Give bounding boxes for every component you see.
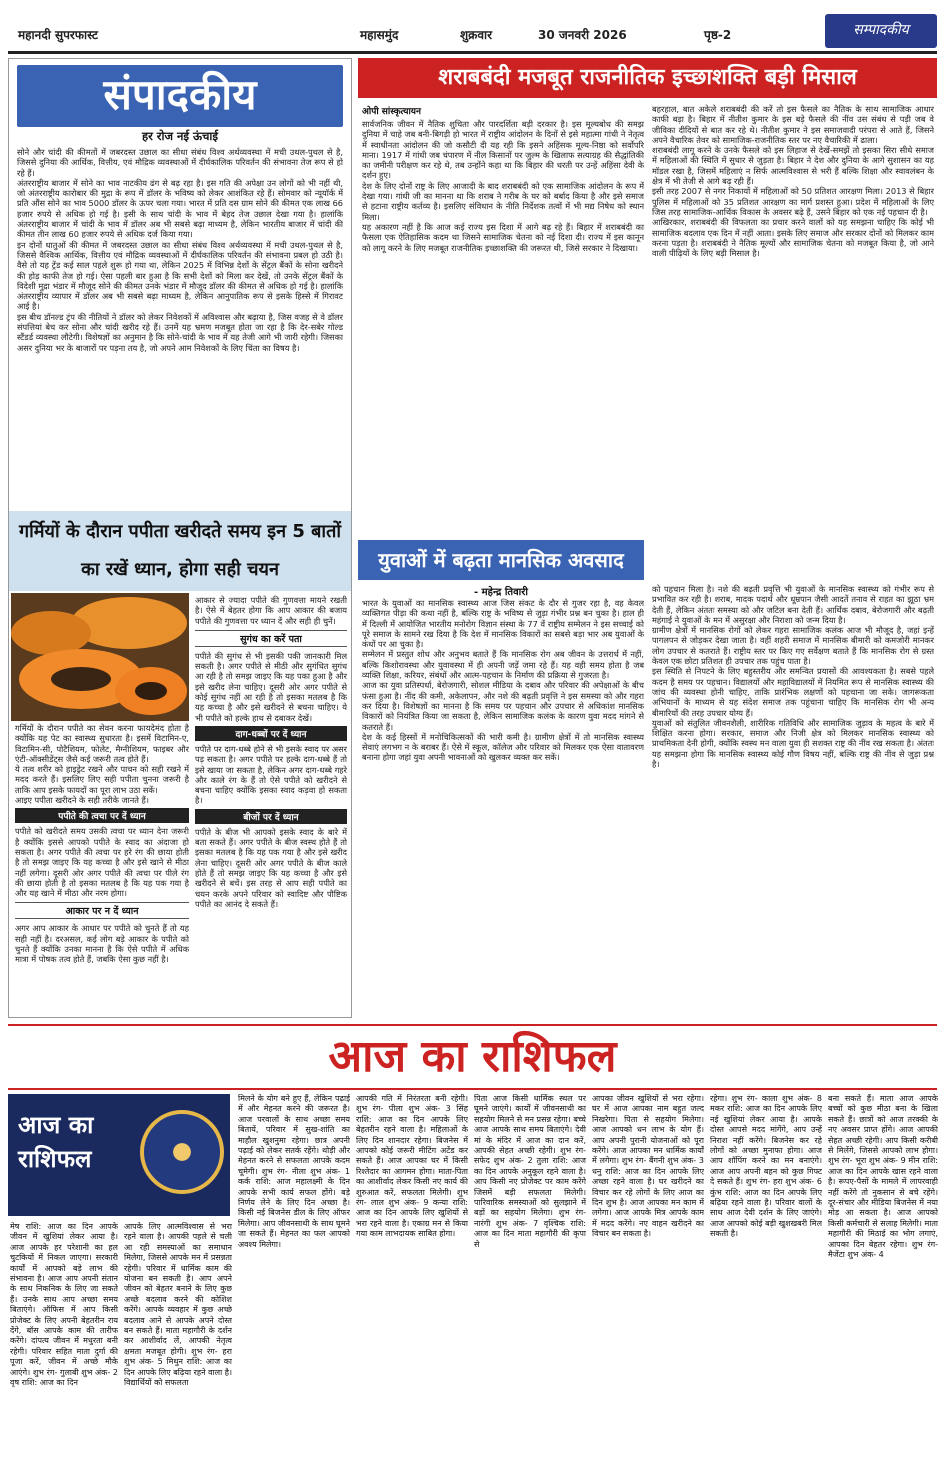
editorial-title: संपादकीय [17,65,343,127]
papaya-headline: गर्मियों के दौरान पपीता खरीदते समय इन 5 बातों का रखें ध्यान, होगा सही चयन [9,511,351,591]
prohibition-paragraph: देश के लिए दोनों राष्ट्र के लिए आजादी के बाद शराबबंदी को एक सामाजिक आंदोलन के रूप में देखा गया। गांधी जी का मानना था कि शराब ने गरीब के घर को बर्बाद किया है और इसे समाज से हटाना राष्ट्रीय कर्तव्य है। इसलिए संविधान के नीति निर्देशक तत्वों में भी मद्य निषेध को स्थान मिला। [362,180,644,222]
papaya-paragraph: गर्मियों के दौरान पपीते का सेवन करना फायदेमंद होता है क्योंकि यह पेट का स्वास्थ्य सुधारता है। इसमें विटामिन-ए, विटामिन-सी, पोटैशियम, फोलेट, मैग्नीशियम, फाइबर और एंटी-ऑक्सीडेंट्स जैसे कई जरूरी तत्व होते हैं। [15,723,189,764]
editorial-paragraph: इन दोनों धातुओं की कीमत में जबरदस्त उछाल का सीधा संबंध विश्व अर्थव्यवस्था में मची उथल-पुथल से है, जिससे वैश्विक आर्थिक, वित्तीय एवं मौद्रिक व्यवस्थाओं में दीर्घकालिक परिवर्तन की संभावना प्रबल हो उठी है। वैसे तो यह ट्रेंड कई साल पहले शुरू हो गया था, लेकिन 2025 में विभिन्न देशों के सेंट्रल बैंकों के सोना खरीदने की होड़ काफी तेज हो गई। ऐसा पहली बार हुआ है कि सभी देशों को मिला कर देखें, तो उनके सेंट्रल बैंकों के विदेशी मुद्रा भंडार में मौजूद सोने की कीमत उनके भंडार में मौजूद डॉलर की कीमत से अधिक हो गई है। हालांकि अंतरराष्ट्रीय व्यापार में डॉलर अब भी सबसे बढ़ा माध्यम है, लेकिन आनुपातिक रूप से इसके हिस्से में गिरावट आई है। [17,239,343,312]
prohibition-paragraph: शराबबंदी लागू करने के उनके फैसले को इस लिहाज से देखें-समझें तो इसका सिरा सीधे समाज में महिलाओं की स्थिति में सुधार से जुड़ता है। बिहार ने देश और दुनिया के आगे सुशासन का यह मॉडल रखा है, जिसमें महिलाएं न सिर्फ आत्मविश्वास से भरी हैं बल्कि शिक्षा और स्वावलंबन के क्षेत्र में भी तेजी से आगे बढ़ रही हैं। [652,145,934,187]
papaya-section-text: पपीते के बीज भी आपको इसके स्वाद के बारे में बता सकते हैं। अगर पपीते के बीज स्वस्थ होते हैं तो इसका मतलब है कि यह पक गया है और इसे खरीद लेना चाहिए। दूसरी ओर अगर पपीते के बीज काले होते हैं तो समझ जाइए कि यह कच्चा है और इसे खरीदने से बचें। इस तरह से आप सही पपीते का चयन करके अपने परिवार को स्वादिष्ट और पौष्टिक पपीते का आनंद दे सकते हैं। [195,826,347,909]
depression-paragraph: आज का युवा प्रतिस्पर्धा, बेरोजगारी, सोशल मीडिया के दबाव और परिवार की अपेक्षाओं के बीच फंसा हुआ है। नींद की कमी, अकेलापन, और नशे की बढ़ती प्रवृत्ति ने इस समस्या को और गहरा कर दिया है। विशेषज्ञों का मानना है कि समय पर पहचान और उपचार से अधिकांश मानसिक विकारों को नियंत्रित किया जा सकता है, लेकिन सामाजिक कलंक के कारण युवा मदद मांगने से कतराते हैं। [362,680,644,732]
prohibition-paragraph: इसी तरह 2007 से नगर निकायों में महिलाओं को 50 प्रतिशत आरक्षण मिला। 2013 से बिहार पुलिस में महिलाओं को 35 प्रतिशत आरक्षण का मार्ग प्रशस्त हुआ। प्रदेश में महिलाओं के लिए जिस तरह सामाजिक-आर्थिक विकास के अवसर बढ़े हैं, उसने बिहार को एक नई पहचान दी है। [652,186,934,217]
papaya-right-text [195,595,347,1013]
horoscope-column: मिलने के योग बने हुए हैं, लेकिन पढ़ाई में और मेहनत करने की जरूरत है। आज परवालों के साथ अच्छा समय बितायें, परिवार में सुख-शांति का माहौल खुशनुमा रहेगा। छात्र अपनी पढ़ाई को लेकर सतर्क रहेंगे। थोड़ी और मेहनत करने से सफलता आपके कदम चूमेगी। शुभ रंग- नीला शुभ अंक- 1 कर्क राशि: आज महालक्ष्मी के दिन आपके सभी कार्य सफल होंगे। बड़े निर्णय लेने के लिए दिन अच्छा है। किसी नई बिजनेस डील के लिए ऑफर मिलेगा। आप जीवनसाथी के साथ घूमने जा सकते हैं। मेहनत का फल आपको अवश्य मिलेगा। [238,1094,350,1249]
depression-paragraph: सम्मेलन में प्रस्तुत शोध और अनुभव बताते हैं कि मानसिक रोग अब जीवन के उत्तरार्ध में नहीं, बल्कि किशोरावस्था और युवावस्था में ही अपनी जड़ें जमा रहे हैं। यह वही समय होता है जब व्यक्ति शिक्षा, करियर, संबंधों और आत्म-पहचान के निर्माण की प्रक्रिया से गुजरता है। [362,649,644,681]
papaya-paragraph: ये तत्व शरीर को हाइड्रेट रखने और पाचन को सही रखने में मदद करते हैं। इसलिए लिए सही पपीता चुनना जरूरी है ताकि आप इसके फायदों का पूरा लाभ उठा सकें। [15,764,189,795]
papaya-section-text: पपीते को खरीदते समय उसकी त्वचा पर ध्यान देना जरूरी है क्योंकि इससे आपको पपीते के स्वाद का अंदाजा हो सकता है। अगर पपीते की त्वचा पर हरे रंग की छाया होती है तो समझ जाइए कि यह कच्चा है और इसे खाने से मीठा नहीं लगेगा। दूसरी ओर अगर पपीते की त्वचा पर पीले रंग की छाया होती है तो इसका मतलब है कि यह पक गया है और यह खाने में मीठा और नरम होगा। [15,826,189,899]
papaya-section-title: दाग-धब्बों पर दें ध्यान [195,726,347,741]
papaya-section-text: पपीते पर दाग-धब्बे होने से भी इसके स्वाद पर असर पड़ सकता है। अगर पपीते पर हल्के दाग-धब्बे हैं तो इसे खाया जा सकता है, लेकिन अगर दाग-धब्बे गहरे और काले रंग के हैं तो ऐसे पपीते को खरीदने से बचना चाहिए क्योंकि इसका स्वाद कड़वा हो सकता है। [195,743,347,806]
papaya-paragraph: आइए पपीता खरीदने के सही तरीके जानते हैं। [15,795,149,806]
editorial-subtitle: हर रोज नई ऊंचाई [141,129,219,143]
day-name: शुक्रवार [460,28,493,42]
prohibition-paragraph: सार्वजनिक जीवन में नैतिक शुचिता और पारदर्शिता बड़ी दरकार है। इस मूल्यबोध की समझ दुनिया में चाहे जब बनी-बिगड़ी हो भारत में राष्ट्रीय आंदोलन के दिनों से इसे महात्मा गांधी ने नेतृत्व में स्वाधीनता आंदोलन की जो कसौटी दी यह रही कि इसने अहिंसक मूल्य-निष्ठा को सर्वोपरि माना। 1917 में गांधी जब चंपारण में नील किसानों पर जुल्म के खिलाफ सत्याग्रह की सैद्धांतिकी का जमीनी परीक्षण कर रहे थे, तब उन्होंने कहा था कि बिहार की धरती पर उन्हें अहिंसा देवी के दर्शन हुए। [362,119,644,181]
issue-date: 30 जनवरी 2026 [538,28,627,42]
prohibition-byline: ओपी सांस्कृत्यायन [362,107,421,117]
prohibition-headline: शराबबंदी मजबूत राजनीतिक इच्छाशक्ति बड़ी मिसाल [358,58,937,98]
papaya-section-text: पपीते की सुगंध से भी इसकी पकी जानकारी मिल सकती है। अगर पपीते से मीठी और सुगंधित सुगंध आ रही है तो समझ जाइए कि यह पका हुआ है और इसे खरीद लेना चाहिए। दूसरी ओर अगर पपीते से कोई सुगंध नहीं आ रही है तो इसका मतलब है कि यह कच्चा है और इसे खरीदने से बचना चाहिए। ये भी पपीते को हल्के हाथ से दबाकर देखें। [195,650,347,723]
depression-paragraph: इस स्थिति से निपटने के लिए बहुस्तरीय और समन्वित प्रयासों की आवश्यकता है। सबसे पहले कदम है समय पर पहचान। विद्यालयों और महाविद्यालयों में नियमित रूप से मानसिक स्वास्थ्य की जांच की व्यवस्था होनी चाहिए, ताकि प्रारंभिक लक्षणों को पहचाना जा सके। जागरूकता अभियानों के माध्यम से यह संदेश समाज तक पहुंचाना चाहिए कि मानसिक रोग भी अन्य बीमारियों की तरह उपचार योग्य हैं। [652,666,934,718]
papaya-section-title: सुगंध का करें पता [195,630,347,647]
horoscope-image-text [18,1108,93,1176]
depression-paragraph: देश के कई हिस्सों में मनोचिकित्सकों की भारी कमी है। ग्रामीण क्षेत्रों में तो मानसिक स्वास्थ्य सेवाएं लगभग न के बराबर हैं। ऐसे में स्कूल, कॉलेज और परिवार को मिलकर एक ऐसा वातावरण बनाना होगा जहां युवा अपनी भावनाओं को खुलकर व्यक्त कर सकें। [362,731,644,763]
depression-paragraph: भारत के युवाओं का मानसिक स्वास्थ्य आज जिस संकट के दौर से गुजर रहा है, वह केवल व्यक्तिगत पीड़ा की कथा नहीं है, बल्कि राष्ट्र के भविष्य से जुड़ा गंभीर प्रश्न बन चुका है। हाल ही में दिल्ली में आयोजित भारतीय मनोरोग विज्ञान संस्था के 77 वें राष्ट्रीय सम्मेलन ने इस सच्चाई को पूरे समाज के सामने रख दिया है कि देश में मानसिक विकारों का सबसे बड़ा भार अब युवाओं के कंधों पर आ चुका है। [362,598,644,650]
papaya-left-text [15,723,189,1013]
papaya-section-title: आकार पर न दें ध्यान [15,902,189,919]
section-logo: सम्पादकीय [825,14,937,48]
editorial-paragraph: इस बीच डॉनल्ड ट्रंप की नीतियों ने डॉलर को लेकर निवेशकों में अविश्वास और बढ़ाया है, जिस वजह से वे डॉलर संपत्तियां बेच कर सोना और चांदी खरीद रहे हैं। उनमें यह भ्रमण मजबूत होता जा रहा है कि देर-सबेर गोल्ड स्टैंडर्ड व्यवस्था लौटेगी। विशेषज्ञों का अनुमान है कि सोने-चांदी के भाव में यह तेजी आगे भी जारी रहेगी। जिसका असर दुनिया भर के बाजारों पर पड़ना तय है, जो अपने आम निवेशकों के लिए चिंता का विषय है। [17,311,343,353]
paper-name: महानदी सुपरफास्ट [18,28,98,42]
prohibition-column-1 [362,104,644,588]
depression-paragraph: ग्रामीण क्षेत्रों में मानसिक रोगों को लेकर गहरा सामाजिक कलंक आज भी मौजूद है, जहां इन्हें पागलपन से जोड़कर देखा जाता है। वहीं शहरी समाज में मानसिक बीमारी को कमजोरी मानकर लोग उपचार से कतराते हैं। राष्ट्रीय स्तर पर किए गए सर्वेक्षण बताते हैं कि मानसिक रोग से ग्रस्त केवल एक छोटा प्रतिशत ही उपचार तक पहुंच पाता है। [652,625,934,667]
city-name: महासमुंद [360,28,399,42]
horoscope-column: पिता आज किसी धार्मिक स्थल पर घूमने जाएंगे। कार्यों में जीवनसाथी का सहयोग मिलने से मन प्रसन्न रहेगा। बच्चे आज आपके साथ समय बिताएंगे। देवी मां के मंदिर में आज का दान करें, आपकी सेहत अच्छी रहेगी। शुभ रंग- सफेद शुभ अंक- 2 तुला राशि: आज का दिन आपके अनुकूल रहने वाला है। आप किसी नए प्रोजेक्ट पर काम करेंगे जिसमें बड़ी सफलता मिलेगी। पारिवारिक समस्याओं को सुलझाने में बड़ों का सहयोग मिलेगा। शुभ रंग- नारंगी शुभ अंक- 7 वृश्चिक राशि: आज का दिन माता महागौरी की कृपा से [474,1094,586,1249]
left-column [8,58,352,1018]
zodiac-wheel-icon [140,1110,224,1194]
prohibition-column-2 [652,104,934,588]
horoscope-image-line-2: राशिफल [18,1145,92,1173]
papaya-section-text: अगर आप आकार के आधार पर पपीते को चुनते हैं तो यह सही नहीं है। दरअसल, कई लोग बड़े आकार के पपीते को चुनते हैं क्योंकि उनका मानना है कि ऐसे पपीते में अधिक मात्रा में पोषक तत्व होते हैं, जबकि ऐसा कुछ नहीं है। [15,923,189,965]
papaya-section-title: पपीते की त्वचा पर दें ध्यान [15,808,189,823]
horoscope-column: मेष राशि: आज का दिन आपके जीवन में खुशियां लेकर आया है। आज आपके हर परेशानी का हल चुटकियों में निकल जाएगा। सरकारी कार्यों में आपको बड़े लाभ की संभावना है। आज आप अपनी संतान के साथ निकनिक के लिए जा सकते हैं। उनके साथ आप अच्छा समय बिताएंगे। ऑफिस में आप किसी प्रोजेक्ट के लिए अपनी बेहतरीन राय देंगे, बॉस आपके काम की तारीफ करेंगे। दांपत्य जीवन में मधुरता बनी रहेगी। परिवार सहित माता दुर्गा की पूजा करें, जीवन में अच्छे मौके आएंगे। शुभ रंग- गुलाबी शुभ अंक- 2 वृष राशि: आज का दिन [10,1222,118,1388]
depression-headline: युवाओं में बढ़ता मानसिक अवसाद [358,540,644,580]
depression-column-2 [652,584,934,1016]
prohibition-paragraph: यह अकारण नहीं है कि आज कई राज्य इस दिशा में आगे बढ़ रहे हैं। बिहार में शराबबंदी का फैसला एक ऐतिहासिक कदम था जिसने सामाजिक चेतना को नई दिशा दी। राज्य में इस कानून को लागू करने के लिए मजबूत राजनीतिक इच्छाशक्ति की जरूरत थी, जिसे सरकार ने दिखाया। [362,221,644,253]
right-column [358,58,937,1018]
papaya-illustration [11,593,189,721]
horoscope-headline: आज का राशिफल [8,1024,937,1090]
papaya-image [11,593,189,721]
depression-paragraph: को पहचान मिला है। नशे की बढ़ती प्रवृत्ति भी युवाओं के मानसिक स्वास्थ्य को गंभीर रूप से प्रभावित कर रही है। शराब, मादक पदार्थ और धूम्रपान जैसी आदतें तनाव से राहत का झूठा भ्रम देती हैं, लेकिन अंततः समस्या को और जटिल बना देती हैं। आर्थिक दबाव, बेरोजगारी और बढ़ती महंगाई ने युवाओं के मन में असुरक्षा और निराशा को जन्म दिया है। [652,584,934,625]
editorial-body [17,147,343,507]
horoscope-column: आपकी गति में निरंतरता बनी रहेगी। शुभ रंग- पीला शुभ अंक- 3 सिंह राशि: आज का दिन आपके लिए बेहतरीन रहने वाला है। महिलाओं के लिए दिन शानदार रहेगा। बिजनेस में आपको कोई जरूरी मीटिंग अटेंड कर सकते हैं। आज आपका घर में किसी रिश्तेदार का आगमन होगा। माता-पिता का आशीर्वाद लेकर किसी नए कार्य की शुरुआत करें, सफलता मिलेगी। शुभ रंग- लाल शुभ अंक- 9 कन्या राशि: आज का दिन आपके लिए खुशियों से भरा रहने वाला है। एकाग्र मन से किया गया काम लाभदायक साबित होगा। [356,1094,468,1239]
prohibition-paragraph: बहरहाल, बात अकेले शराबबंदी की करें तो इस फैसले का नैतिक के साथ सामाजिक आधार काफी बड़ा है। बिहार में नीतीश कुमार के इस बड़े फैसले की नींव उस संबंध से पड़ी जब वे जीविका दीदियों से बात कर रहे थे। नीतीश कुमार ने इस समाजवादी परंपरा से आते हैं, जिसने अपने वैचारिक तेवर को सामाजिक-राजनीतिक स्तर पर नए वैचारिकी में ढाला। [652,104,934,145]
papaya-intro: आकार से ज्यादा पपीते की गुणवत्ता मायने रखती है। ऐसे में बेहतर होगा कि आप आकार की बजाय पपीते की गुणवत्ता पर ध्यान दें और सही ही चुनें। [195,595,347,626]
horoscope-column: रहेगा। शुभ रंग- काला शुभ अंक- 8 मकर राशि: आज का दिन आपके लिए नई खुशियां लेकर आया है। आपके दोस्त आपसे मदद मांगेंगे, आप उन्हें निराश नहीं करेंगे। बिजनेस कर रहे लोगों को अच्छा मुनाफा होगा। आज आप शॉपिंग करने का मन बनाएंगे। आज आप अपनी बहन को कुछ गिफ्ट दे सकते हैं। शुभ रंग- हरा शुभ अंक- 6 कुंभ राशि: आज का दिन आपके लिए बढ़िया रहने वाला है। परिवार वालों के साथ आज देवी दर्शन के लिए जाएंगे। आज आपको कोई बड़ी खुशखबरी मिल सकती है। [710,1094,822,1239]
horoscope-column: बना सकते हैं। माता आज आपके बच्चों को कुछ मीठा बना के खिला सकते हैं। छात्रों को आज तरक्की के नए अवसर प्राप्त होंगे। आज आपकी सेहत अच्छी रहेगी। आप किसी करीबी से मिलेंगे, जिससे आपको लाभ होगा। शुभ रंग- भूरा शुभ अंक- 9 मीन राशि: आज का दिन आपके खास रहने वाला है। रूपए-पैसों के मामले में लापरवाही नहीं करेंगे तो नुकसान से बचे रहेंगे। दूर-संचार और मीडिया बिजनेस में नया मोड़ आ सकता है। आज आपको किसी कर्मचारी से सलाह मिलेगी। माता महागौरी की मिठाई का भोग लगाएं, आपका दिन बेहतर रहेगा। शुभ रंग- मैजेंटा शुभ अंक- 4 [828,1094,938,1260]
horoscope-image [8,1094,230,1216]
depression-byline: - महेन्द्र तिवारी [474,587,528,598]
depression-column-1 [362,598,644,1016]
horoscope-image-line-1: आज का [18,1111,94,1139]
papaya-section-title: बीजों पर दें ध्यान [195,809,347,824]
depression-paragraph: युवाओं को संतुलित जीवनशैली, शारीरिक गतिविधि और सामाजिक जुड़ाव के महत्व के बारे में शिक्षित करना होगा। सरकार, समाज और निजी क्षेत्र को मिलकर मानसिक स्वास्थ्य को प्राथमिकता देनी होगी, क्योंकि स्वस्थ मन वाला युवा ही सशक्त राष्ट्र की नींव रख सकता है। अंततः यह समझना होगा कि मानसिक स्वास्थ्य कोई गौण विषय नहीं, बल्कि राष्ट्र की नींव से जुड़ा प्रश्न है। [652,717,934,770]
editorial-paragraph: अंतरराष्ट्रीय बाजार में सोने का भाव नाटकीय ढंग से बढ़ रहा है। इस गति की अपेक्षा उन लोगों को भी नहीं थी, जो अंतरराष्ट्रीय कारोबार की मुद्रा के रूप में डॉलर के भविष्य को लेकर आशंकित रहे हैं। सोमवार को न्यूयॉर्क में प्रति औंस सोने का भाव 5000 डॉलर के ऊपर चला गया। भारत में प्रति दस ग्राम सोने की कीमत एक लाख 66 हजार रुपये से अधिक हो गई है। इसी के साथ चांदी के भाव में बेहद तेज उछाल देखा गया है। हालांकि अंतरराष्ट्रीय बाजार में चांदी के भाव में डॉलर अब भी सबसे बढ़ा माध्यम है, लेकिन भारतीय बाजार में चांदी की कीमत तीन लाख 60 हजार रुपये से अधिक दर्ज किया गया। [17,177,343,240]
horoscope-column: आपके लिए आत्मविश्वास से भरा रहने वाला है। आपकी पहले से चली आ रही समस्याओं का समाधान मिलेगा, जिससे आपके मन में प्रसन्नता रहेगी। परिवार में धार्मिक काम की योजना बन सकती है। आप अपने जीवन को बेहतर बनाने के लिए कुछ अच्छे बदलाव करने की कोशिश करेंगे। आपके व्यवहार में कुछ अच्छे बदलाव आने से आपके अपने दोस्त बन सकते हैं। माता महागौरी के दर्शन कर आशीर्वाद लें, आपकी नेतृत्व क्षमता मजबूत होगी। शुभ रंग- हरा शुभ अंक- 5 मिथुन राशि: आज का दिन आपके लिए बढ़िया रहने वाला है। विद्यार्थियों को सफलता [124,1222,232,1388]
horoscope-column: आपका जीवन खुशियों से भरा रहेगा। घर में आज आपका नाम बहुत जल्द निखरेगा। पिता से सहयोग मिलेगा। आज आपको धन लाभ के योग हैं। आप अपनी पुरानी योजनाओं को पूरा करेंगे। आज आपका मन धार्मिक कार्यों में लगेगा। शुभ रंग- बैंगनी शुभ अंक- 3 धनु राशि: आज का दिन आपके लिए अच्छा रहने वाला है। घर खरीदने का विचार कर रहे लोगों के लिए आज का दिन शुभ है। आज आपका मन काम में लगेगा। आज आपके मित्र आपके काम में मदद करेंगे। नए वाहन खरीदने का विचार बन सकता है। [592,1094,704,1239]
editorial-paragraph: सोने और चांदी की कीमतों में जबरदस्त उछाल का सीधा संबंध विश्व अर्थव्यवस्था में मची उथल-पुथल से है, जिससे दुनिया की आर्थिक, वित्तीय, एवं मौद्रिक व्यवस्थाओं में दीर्घकालिक परिवर्तन की संभावना तेज रूप से हो रहे हैं। [17,147,343,178]
masthead [8,6,937,54]
prohibition-paragraph: आखिरकार, शराबबंदी की विफलता का प्रचार करने वालों को यह समझना चाहिए कि कोई भी सामाजिक बदलाव एक दिन में नहीं आता। इसके लिए समाज और सरकार दोनों को मिलकर काम करना पड़ता है। शराबबंदी ने नैतिक मूल्यों और सामाजिक चेतना को मजबूत किया है, जो आने वाली पीढ़ियों के लिए बड़ी मिसाल है। [652,217,934,259]
page-number: पृष्ठ-2 [704,28,732,42]
